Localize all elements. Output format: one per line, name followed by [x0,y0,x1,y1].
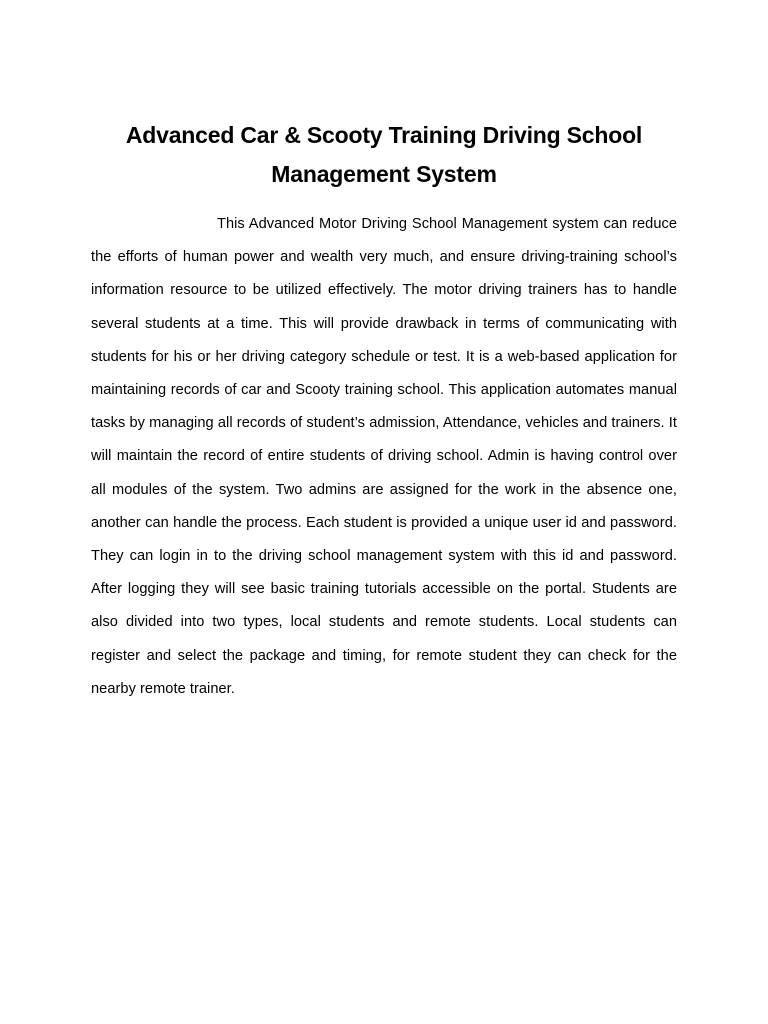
document-title [60,116,708,194]
document-title-line-2: Management System [271,161,497,187]
body-paragraph: This Advanced Motor Driving School Management system can reduce the efforts of human power and wealth very much, and ensure driving-training school’s information resource to be utilized effectively. The motor driving trainers has to handle several students at a time. This will provide drawback in terms of communicating with students for his or her driving category schedule or test. It is a web-based application for maintaining records of car and Scooty training school. This application automates manual tasks by managing all records of student’s admission, Attendance, vehicles and trainers. It will maintain the record of entire students of driving school. Admin is having control over all modules of the system. Two admins are assigned for the work in the absence one, another can handle the process. Each student is provided a unique user id and password. They can login in to the driving school management system with this id and password. After logging they will see basic training tutorials accessible on the portal. Students are also divided into two types, local students and remote students. Local students can register and select the package and timing, for remote student they can check for the nearby remote trainer. [91,216,677,697]
document-title-line-1: Advanced Car & Scooty Training Driving School [125,122,643,148]
